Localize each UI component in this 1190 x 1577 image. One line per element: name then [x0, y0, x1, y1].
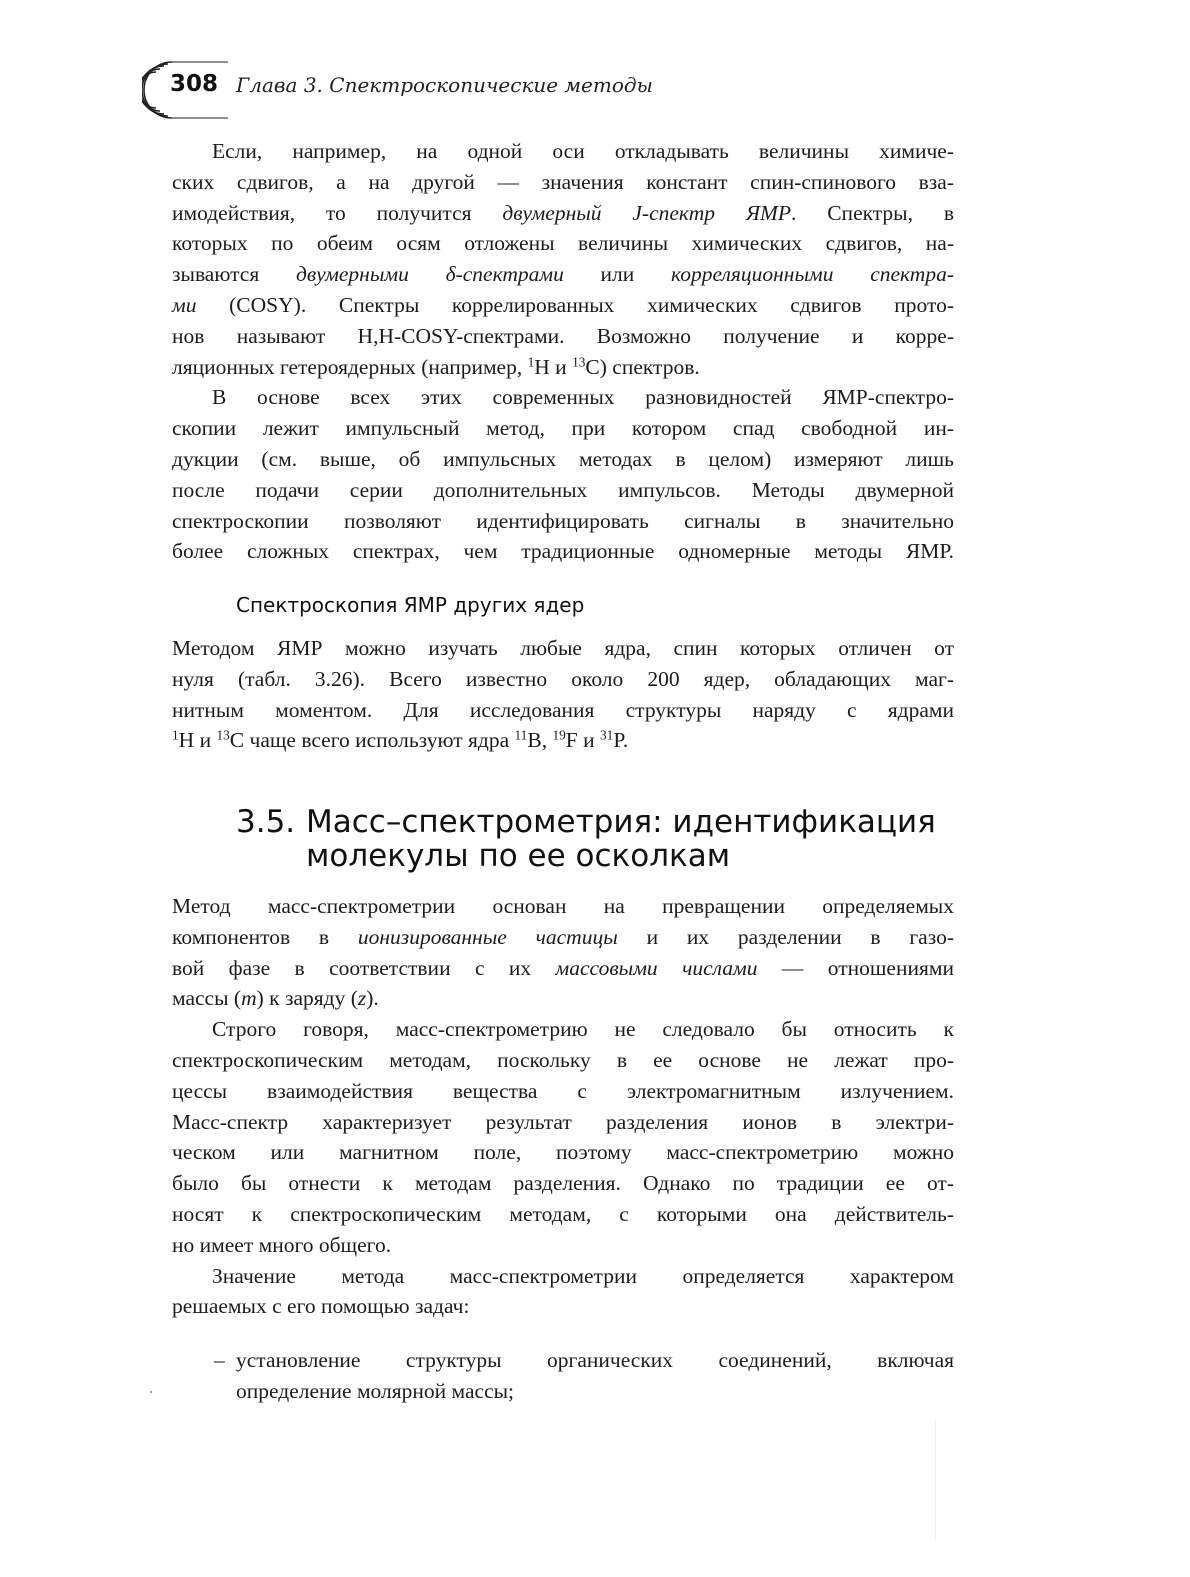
text-line: Метод масс-спектрометрии основан на превращении определяемых [172, 894, 954, 918]
text-line: имодействия, то получится двумерный J-спектр ЯМР. Спектры, в [172, 200, 954, 225]
text-line: ских сдвигов, а на другой — значения констант спин-спинового вза- [172, 169, 954, 194]
section-title-line2: молекулы по ее осколкам [306, 838, 731, 874]
text-line: но имеет много общего. [172, 1232, 392, 1257]
page-number: 308 [170, 71, 219, 97]
text-line: нуля (табл. 3.26). Всего известно около 200 ядер, обладающих маг- [172, 666, 954, 691]
paragraph-block-other-nuclei [172, 633, 954, 756]
text-line: решаемых с его помощью задач: [172, 1294, 470, 1319]
text-line: ми (COSY). Спектры коррелированных химических сдвигов прото- [172, 292, 954, 317]
text-line: вой фазе в соответствии с их массовыми числами — отношениями [172, 955, 954, 980]
scan-edge-line [935, 1420, 936, 1540]
text-line: носят к спектроскопическим методам, с которыми она действитель- [172, 1201, 954, 1226]
running-head: Глава 3. Спектроскопические методы [236, 73, 653, 97]
list-item [214, 1345, 954, 1407]
text-line: ляционных гетероядерных (например, $^1$H и $^{13}$C) спектров. [172, 354, 700, 379]
text-line: Масс-спектр характеризует результат разделения ионов в электри- [172, 1109, 954, 1134]
list-dash: – [214, 1348, 225, 1372]
emphasis: ионизированные частицы [357, 924, 618, 949]
text-line: дукции (см. выше, об импульсных методах в целом) измеряют лишь [172, 446, 954, 471]
emphasis: массовыми числами [555, 955, 758, 980]
text-line: компонентов в ионизированные частицы и их разделении в газо- [172, 924, 954, 949]
text-line: цессы взаимодействия вещества с электромагнитным излучением. [172, 1078, 954, 1103]
text-line: было бы отнести к методам разделения. Однако по традиции ее от- [172, 1171, 954, 1196]
text-line: Строго говоря, масс-спектрометрию не следовало бы относить к [212, 1017, 954, 1042]
text-line: В основе всех этих современных разновидностей ЯМР-спектро- [212, 385, 954, 410]
emphasis: корреляционными спектра- [671, 262, 954, 287]
text-line: ческом или магнитном поле, поэтому масс-спектрометрию можно [172, 1140, 954, 1165]
text-line: массы (m) к заряду (z). [172, 986, 379, 1011]
text-line: которых по обеим осям отложены величины химических сдвигов, на- [172, 231, 954, 256]
text-line: после подачи серии дополнительных импульсов. Методы двумерной [172, 477, 954, 502]
section-heading [236, 805, 976, 873]
text-line: Методом ЯМР можно изучать любые ядра, спин которых отличен от [172, 636, 954, 660]
scan-speck [150, 1391, 152, 1393]
page-header [142, 58, 842, 122]
emphasis: ми [172, 292, 197, 317]
text-line: зываются двумерными δ-спектрами или корреляционными спектра- [172, 262, 954, 287]
text-line: определение молярной массы; [236, 1378, 515, 1403]
text-line: нов называют H,H-COSY-спектрами. Возможно получение и корре- [172, 323, 954, 348]
subsection-heading: Спектроскопия ЯМР других ядер [236, 593, 585, 617]
paragraph-block-2d-nmr [172, 136, 954, 567]
section-title-line1: Масс–спектрометрия: идентификация [306, 804, 936, 840]
text-line: $^1$H и $^{13}$C чаще всего используют ядра $^{11}$B, $^{19}$F и $^{31}$P. [172, 728, 629, 753]
emphasis: двумерными δ-спектрами [295, 262, 564, 287]
text-line: спектроскопическим методам, поскольку в ее основе не лежат про- [172, 1047, 954, 1072]
text-line: скопии лежит импульсный метод, при котором спад свободной ин- [172, 416, 954, 441]
paragraph-block-mass-spec [172, 891, 954, 1322]
section-number: 3.5. [236, 804, 296, 840]
text-line: спектроскопии позволяют идентифицировать сигналы в значительно [172, 508, 954, 533]
text-line: более сложных спектрах, чем традиционные одномерные методы ЯМР. [172, 539, 954, 564]
text-line: установление структуры органических соединений, включая [236, 1348, 954, 1372]
emphasis: двумерный J-спектр ЯМР [502, 200, 791, 225]
text-line: Значение метода масс-спектрометрии определяется характером [212, 1263, 954, 1288]
text-line: нитным моментом. Для исследования структуры наряду с ядрами [172, 697, 954, 722]
text-line: Если, например, на одной оси откладывать величины химиче- [212, 139, 954, 163]
